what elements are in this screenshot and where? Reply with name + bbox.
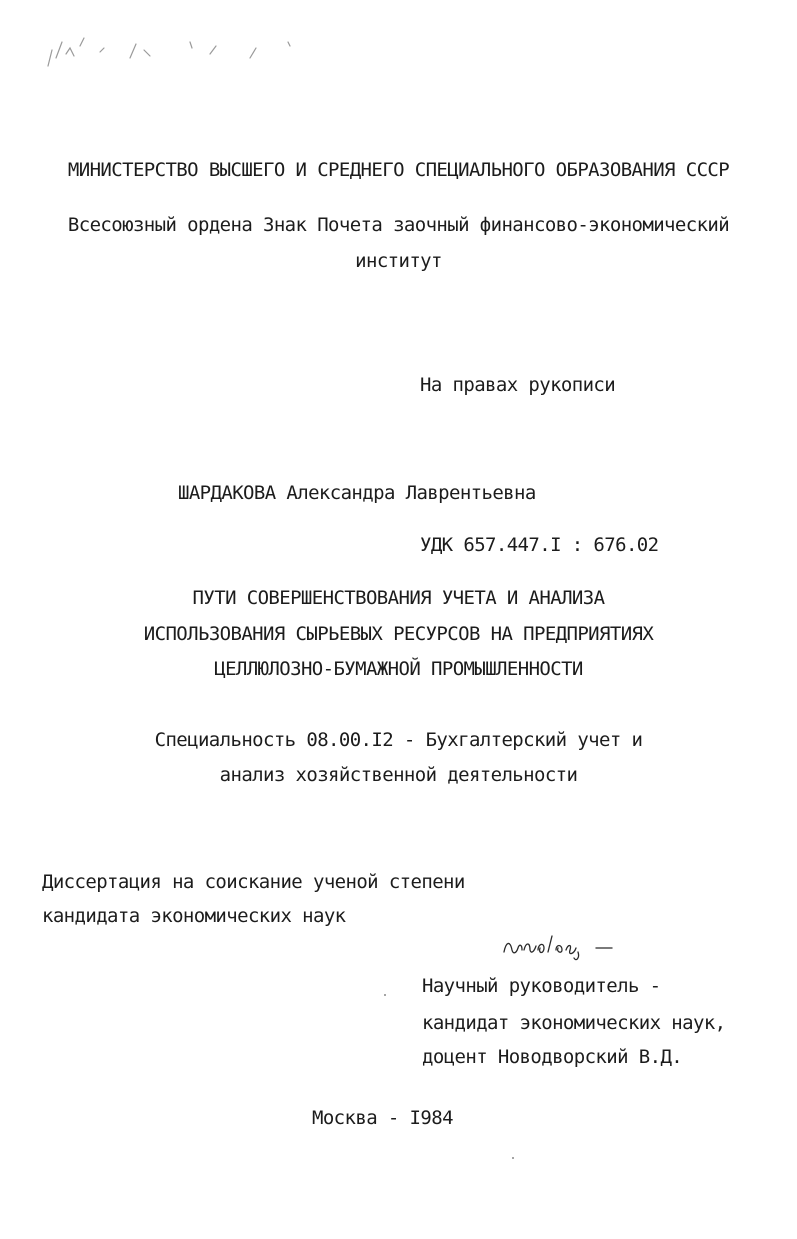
supervisor-line-2: кандидат экономических наук,	[422, 1012, 726, 1034]
author-name: ШАРДАКОВА Александра Лаврентьевна	[178, 482, 536, 504]
scan-speck	[384, 994, 386, 996]
specialty-line-2: анализ хозяйственной деятельности	[219, 764, 578, 786]
scan-speck	[512, 1157, 514, 1159]
udc-code: УДК 657.447.I : 676.02	[420, 534, 659, 556]
dissertation-line-2: кандидата экономических наук	[42, 905, 346, 927]
signature-graphic	[500, 928, 620, 964]
specialty-line-1: Специальность 08.00.I2 - Бухгалтерский учет и	[154, 729, 643, 751]
manuscript-note: На правах рукописи	[420, 374, 616, 396]
scan-marks-graphic	[40, 28, 300, 78]
supervisor-line-1: Научный руководитель -	[422, 975, 661, 997]
dissertation-line-1: Диссертация на соискание ученой степени	[42, 871, 465, 893]
ministry-heading: МИНИСТЕРСТВО ВЫСШЕГО И СРЕДНЕГО СПЕЦИАЛЬНОГО ОБРАЗОВАНИЯ СССР	[67, 159, 730, 181]
city-year: Москва - I984	[312, 1107, 453, 1129]
title-line-1: ПУТИ СОВЕРШЕНСТВОВАНИЯ УЧЕТА И АНАЛИЗА	[192, 587, 605, 609]
title-line-2: ИСПОЛЬЗОВАНИЯ СЫРЬЕВЫХ РЕСУРСОВ НА ПРЕДПРИЯТИЯХ	[143, 623, 654, 645]
title-line-3: ЦЕЛЛЮЛОЗНО-БУМАЖНОЙ ПРОМЫШЛЕННОСТИ	[214, 658, 583, 680]
institute-line-2: институт	[355, 250, 442, 272]
supervisor-line-3: доцент Новодворский В.Д.	[422, 1046, 683, 1068]
institute-line-1: Всесоюзный ордена Знак Почета заочный финансово-экономический	[67, 214, 730, 236]
